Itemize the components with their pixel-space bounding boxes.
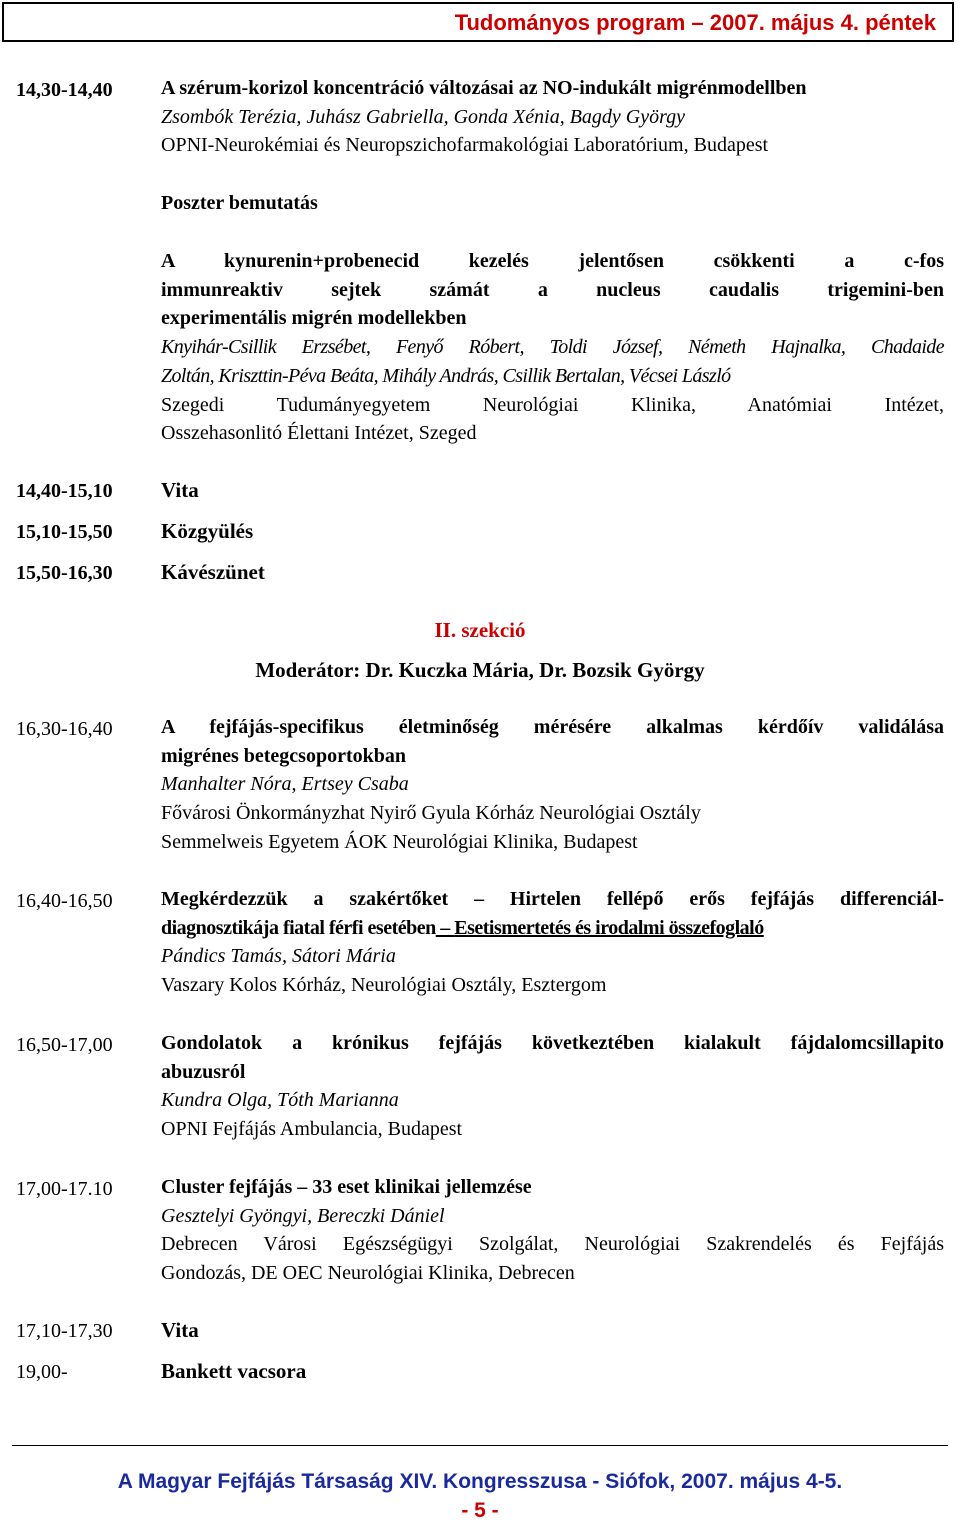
- item3-title-line: Megkérdezzük a szakértőket – Hirtelen fellépő erős fejfájás differenciál-: [161, 888, 944, 910]
- item5-authors: Gesztelyi Gyöngyi, Bereczki Dániel: [161, 1204, 445, 1227]
- header-box: [2, 2, 954, 42]
- poster-institution-line: Szegedi Tudumányegyetem Neurológiai Klinika, Anatómiai Intézet,: [161, 393, 944, 416]
- page-number: - 5 -: [461, 1499, 499, 1522]
- section-title: II. szekció: [434, 618, 526, 642]
- poster-title-line: A kynurenin+probenecid kezelés jelentősen csökkenti a c-fos: [161, 250, 944, 272]
- item5-institution-line: Gondozás, DE OEC Neurológiai Klinika, Debrecen: [161, 1262, 575, 1285]
- poster-authors-line: Knyihár-Csillik Erzsébet, Fenyő Róbert, Toldi József, Németh Hajnalka, Chadaide: [161, 336, 944, 359]
- item3-title-line: [161, 914, 944, 943]
- item4-title-line: abuzusról: [161, 1060, 246, 1083]
- poster-title-line: experimentális migrén modellekben: [161, 307, 467, 330]
- item5-time: 17,00-17.10: [16, 1178, 113, 1200]
- item4-title-line: Gondolatok a krónikus fejfájás következtében kialakult fájdalomcsillapito: [161, 1032, 944, 1054]
- section-moderator: Moderátor: Dr. Kuczka Mária, Dr. Bozsik György: [255, 658, 705, 682]
- item3-authors: Pándics Tamás, Sátori Mária: [161, 945, 396, 968]
- banquet-label: Bankett vacsora: [161, 1359, 307, 1383]
- break3-label: Kávészünet: [161, 560, 265, 584]
- poster-label: Poszter bemutatás: [161, 192, 318, 214]
- item3-time: 16,40-16,50: [16, 890, 113, 912]
- break1-label: Vita: [161, 478, 199, 502]
- item2-title-line: A fejfájás-specifikus életminőség mérésére alkalmas kérdőív validálása: [161, 716, 944, 738]
- item2-institution-line: Fővárosi Önkormányzhat Nyirő Gyula Kórház Neurológiai Osztály: [161, 802, 701, 825]
- footer-congress: A Magyar Fejfájás Társaság XIV. Kongresszusa - Siófok, 2007. május 4-5.: [117, 1470, 843, 1493]
- item5-institution-line: Debrecen Városi Egészségügyi Szolgálat, Neurológiai Szakrendelés és Fejfájás: [161, 1233, 944, 1256]
- item3-title-dash: –: [435, 916, 455, 939]
- page-header-title: Tudományos program – 2007. május 4. péntek: [454, 10, 936, 35]
- item2-entry: [161, 713, 944, 857]
- item3-title-part-a: diagnosztikája fiatal férfi esetében: [161, 916, 436, 939]
- item5-entry: [161, 1173, 944, 1288]
- break4-time: 17,10-17,30: [16, 1320, 113, 1342]
- item5-title: Cluster fejfájás – 33 eset klinikai jellemzése: [161, 1176, 532, 1198]
- item2-time: 16,30-16,40: [16, 718, 113, 740]
- break2-time: 15,10-15,50: [16, 521, 113, 543]
- poster-authors-line: Zoltán, Kriszttin-Péva Beáta, Mihály András, Csillik Bertalan, Vécsei László: [161, 364, 731, 387]
- poster-entry: [161, 247, 944, 448]
- item1-authors: Zsombók Terézia, Juhász Gabriella, Gonda Xénia, Bagdy György: [161, 105, 686, 128]
- item1-time: 14,30-14,40: [16, 79, 113, 101]
- item1-entry: [161, 74, 944, 160]
- break2-label: Közgyülés: [161, 519, 254, 543]
- item2-authors: Manhalter Nóra, Ertsey Csaba: [161, 773, 409, 796]
- poster-label-block: [161, 189, 944, 218]
- item2-institution-line: Semmelweis Egyetem ÁOK Neurológiai Klinika, Budapest: [161, 830, 638, 853]
- item1-institution: OPNI-Neurokémiai és Neuropszichofarmakológiai Laboratórium, Budapest: [161, 134, 769, 157]
- item4-entry: [161, 1029, 944, 1144]
- footer-divider: [12, 1445, 948, 1446]
- break1-time: 14,40-15,10: [16, 480, 113, 502]
- banquet-time: 19,00-: [16, 1361, 68, 1383]
- item4-time: 16,50-17,00: [16, 1034, 113, 1056]
- item1-title: A szérum-korizol koncentráció változásai az NO-indukált migrénmodellben: [161, 77, 807, 99]
- item3-institution: Vaszary Kolos Kórház, Neurológiai Osztály, Esztergom: [161, 974, 607, 997]
- poster-title-line: immunreaktiv sejtek számát a nucleus caudalis trigemini-ben: [161, 278, 944, 301]
- break3-time: 15,50-16,30: [16, 562, 113, 584]
- break4-label: Vita: [161, 1318, 199, 1342]
- item4-authors: Kundra Olga, Tóth Marianna: [161, 1089, 399, 1112]
- item4-institution: OPNI Fejfájás Ambulancia, Budapest: [161, 1118, 463, 1141]
- item3-entry: [161, 885, 944, 1000]
- poster-institution-line: Osszehasonlitó Élettani Intézet, Szeged: [161, 422, 477, 445]
- item2-title-line: migrénes betegcsoportokban: [161, 744, 406, 767]
- item3-title-part-b: Esetismertetés és irodalmi összefoglaló: [454, 916, 764, 939]
